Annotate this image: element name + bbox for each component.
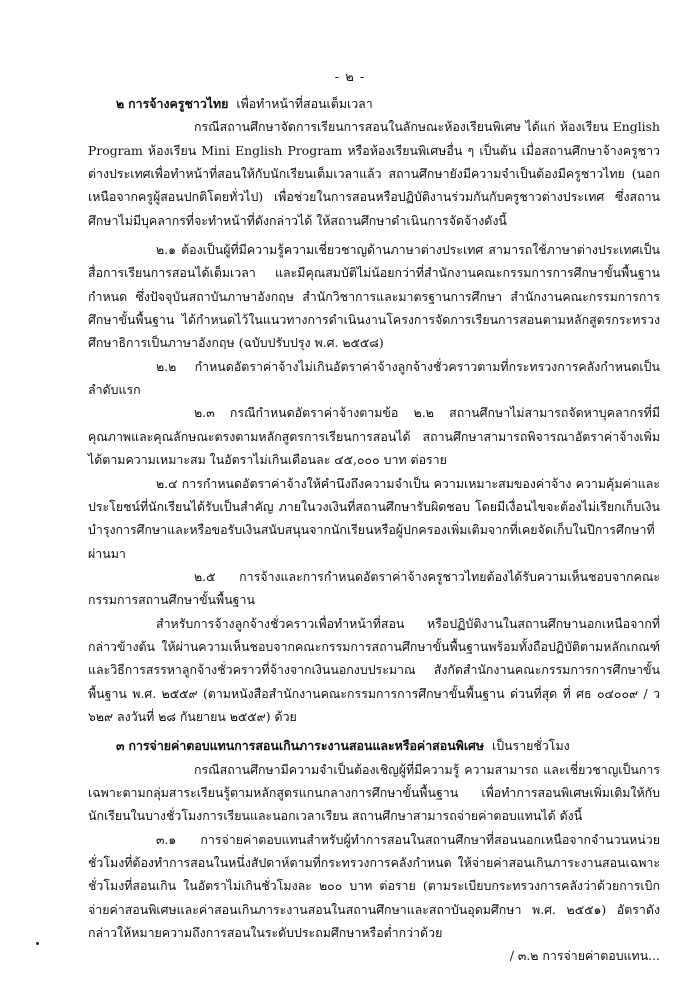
section-3-subtitle: เป็นรายชั่วโมง (491, 738, 570, 754)
section-3-title: การจ่ายค่าตอบแทนการสอนเกินภาระงานสอนและหรือค่าสอนพิเศษ (128, 738, 485, 754)
section-3-intro: กรณีสถานศึกษามีความจำเป็นต้องเชิญผู้ที่มีความรู้ ความสามารถ และเชี่ยวชาญเป็นการเฉพาะตามกลุ่มสาระเรียนรู้ตามหลักสูตรแกนกลางการศึกษาขั้นพื้นฐาน เพื่อทำการสอนพิเศษเพิ่มเติมให้กับนักเรียนในบางชั่วโมงการเรียนและนอกเวลาเรียน สถานศึกษาสามารถจ่ายค่าตอบแทนได้ ดังนี้ (88, 761, 660, 824)
margin-dot (36, 942, 39, 945)
section-2-subtitle: เพื่อทำหน้าที่สอนเต็มเวลา (236, 96, 373, 111)
document-body (88, 92, 660, 968)
section-2-closing: สำหรับการจ้างลูกจ้างชั่วคราวเพื่อทำหน้าที่สอน หรือปฏิบัติงานในสถานศึกษานอกเหนือจากที่กล่าวข้างต้น ให้ผ่านความเห็นชอบจากคณะกรรมการสถานศึกษาขั้นพื้นฐานพร้อมทั้งถือปฏิบัติตามหลักเกณฑ์และวิธีการสรรหาลูกจ้างชั่วคราวที่จ้างจากเงินนอกงบประมาณ สังกัดสำนักงานคณะกรรมการการศึกษาขั้นพื้นฐาน พ.ศ. ๒๕๕๙ (ตามหนังสือสำนักงานคณะกรรมการการศึกษาขั้นพื้นฐาน ด่วนที่สุด ที่ ศธ ๐๔๐๐๙ / ว ๖๒๙ ลงวันที่ ๒๘ กันยายน ๒๕๕๙) ด้วย (88, 615, 660, 724)
section-3-number: ๓ (116, 738, 125, 754)
continuation-note: / ๓.๒ การจ่ายค่าตอบแทน... (509, 948, 660, 964)
page-number: - ๒ - (334, 70, 366, 85)
section-2-number: ๒ (116, 96, 125, 111)
item-2-1: ๒.๑ ต้องเป็นผู้ที่มีความรู้ความเชี่ยวชาญด้านภาษาต่างประเทศ สามารถใช้ภาษาต่างประเทศเป็นสื่อการเรียนการสอนได้เต็มเวลา และมีคุณสมบัติไม่น้อยกว่าที่สำนักงานคณะกรรมการการศึกษาขั้นพื้นฐานกำหนด ซึ่งปัจจุบันสถาบันภาษาอังกฤษ สำนักวิชาการและมาตรฐานการศึกษา สำนักงานคณะกรรมการการศึกษาขั้นพื้นฐาน ได้กำหนดไว้ในแนวทางการดำเนินงานโครงการจัดการเรียนการสอนตามหลักสูตรกระทรวงศึกษาธิการเป็นภาษาอังกฤษ (ฉบับปรับปรุง พ.ศ. ๒๕๕๘) (88, 242, 660, 351)
section-2-intro: กรณีสถานศึกษาจัดการเรียนการสอนในลักษณะห้องเรียนพิเศษ ได้แก่ ห้องเรียน English Program ห้องเรียน Mini English Program หรือห้องเรียนพิเศษอื่น ๆ เป็นต้น เมื่อสถานศึกษาจ้างครูชาวต่างประเทศเพื่อทำหน้าที่สอนให้กับนักเรียนเต็มเวลาแล้ว สถานศึกษายังมีความจำเป็นต้องมีครูชาวไทย (นอกเหนือจากครูผู้สอนปกติโดยทั่วไป) เพื่อช่วยในการสอนหรือปฏิบัติงานร่วมกันกับครูชาวต่างประเทศ ซึ่งสถานศึกษาไม่มีบุคลากรที่จะทำหน้าที่ดังกล่าวได้ ให้สถานศึกษาดำเนินการจัดจ้างดังนี้ (88, 119, 660, 228)
item-2-2: ๒.๒ กำหนดอัตราค่าจ้างไม่เกินอัตราค่าจ้างลูกจ้างชั่วคราวตามที่กระทรวงการคลังกำหนดเป็นลำดับแรก (88, 358, 660, 398)
item-2-4: ๒.๔ การกำหนดอัตราค่าจ้างให้คำนึงถึงความจำเป็น ความเหมาะสมของค่าจ้าง ความคุ้มค่าและประโยชน์ที่นักเรียนได้รับเป็นสำคัญ ภายในวงเงินที่สถานศึกษารับผิดชอบ โดยมีเงื่อนไขจะต้องไม่เรียกเก็บเงินบำรุงการศึกษาและหรือขอรับเงินสนับสนุนจากนักเรียนหรือผู้ปกครองเพิ่มเติมจากที่เคยจัดเก็บในปีการศึกษาที่ผ่านมา (88, 475, 660, 561)
item-2-3: ๒.๓ กรณีกำหนดอัตราค่าจ้างตามข้อ ๒.๒ สถานศึกษาไม่สามารถจัดหาบุคลากรที่มีคุณภาพและคุณลักษณะตรงตามหลักสูตรการเรียนการสอนได้ สถานศึกษาสามารถพิจารณาอัตราค่าจ้างเพิ่มได้ตามความเหมาะสม ในอัตราไม่เกินเดือนละ ๔๕,๐๐๐ บาท ต่อราย (88, 405, 660, 468)
section-3-heading (116, 734, 660, 757)
item-2-5: ๒.๕ การจ้างและการกำหนดอัตราค่าจ้างครูชาวไทยต้องได้รับความเห็นชอบจากคณะกรรมการสถานศึกษาขั้นพื้นฐาน (88, 568, 660, 608)
item-3-1: ๓.๑ การจ่ายค่าตอบแทนสำหรับผู้ทำการสอนในสถานศึกษาที่สอนนอกเหนือจากจำนวนหน่วยชั่วโมงที่ต้องทำการสอนในหนึ่งสัปดาห์ตามที่กระทรวงการคลังกำหนด ให้จ่ายค่าสอนเกินภาระงานสอนเฉพาะชั่วโมงที่สอนเกิน ในอัตราไม่เกินชั่วโมงละ ๒๐๐ บาท ต่อราย (ตามระเบียบกระทรวงการคลังว่าด้วยการเบิกจ่ายค่าสอนพิเศษและค่าสอนเกินภาระงานสอนในสถานศึกษาและสถาบันอุดมศึกษา พ.ศ. ๒๕๕๑) อัตราดังกล่าวให้หมายความถึงการสอนในระดับประถมศึกษาหรือต่ำกว่าด้วย (88, 831, 660, 941)
section-2-title: การจ้างครูชาวไทย (128, 96, 229, 111)
section-2-heading (116, 92, 660, 115)
